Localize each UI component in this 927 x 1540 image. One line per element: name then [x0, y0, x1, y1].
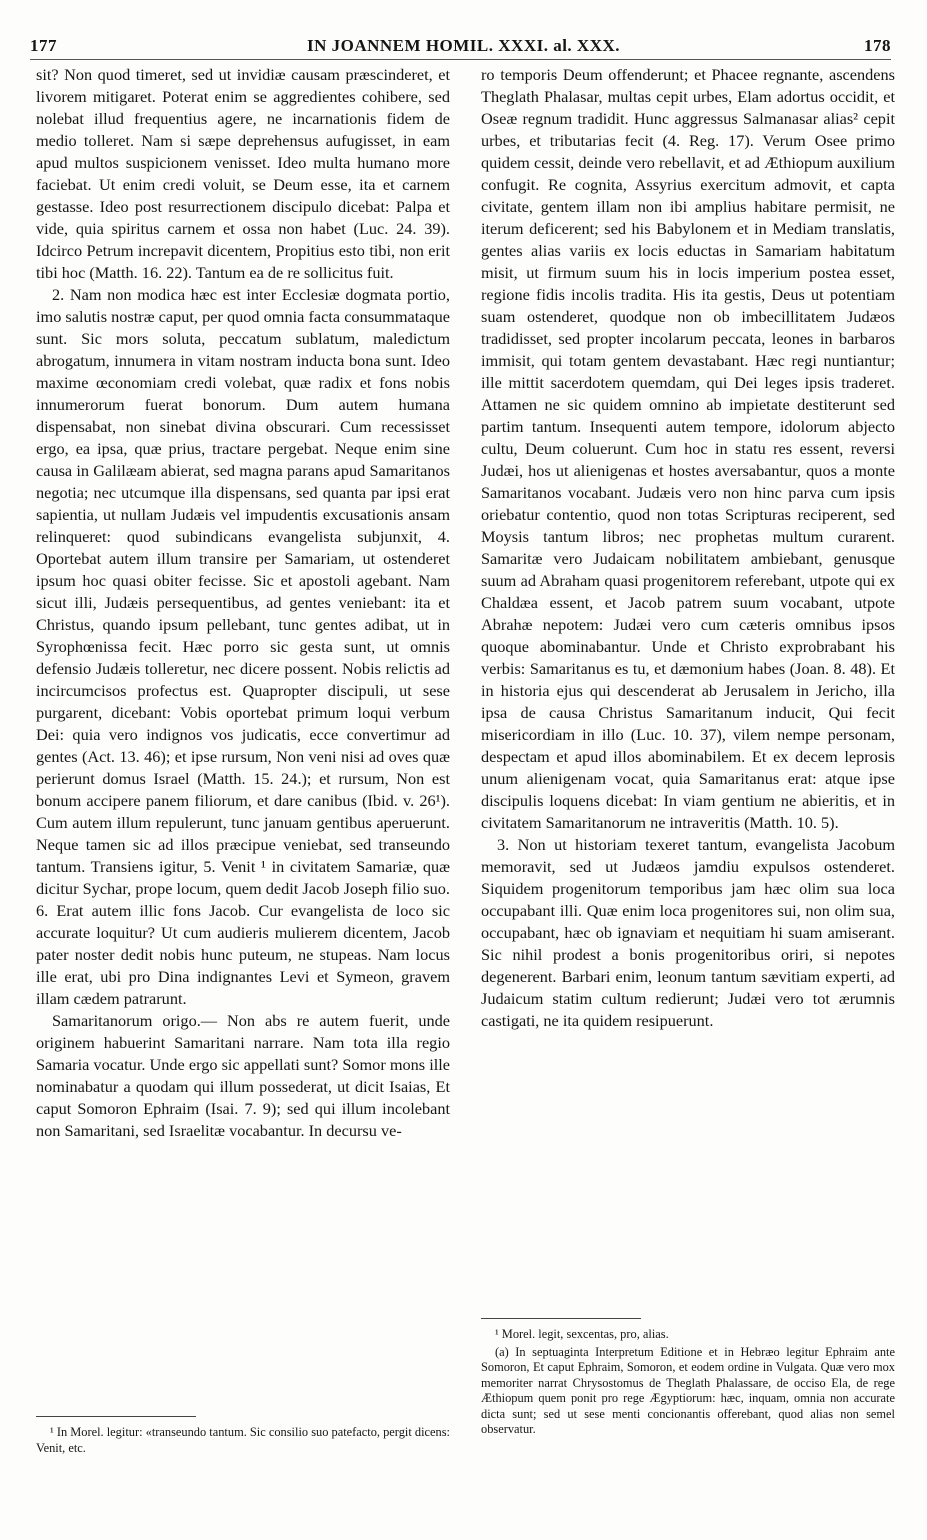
left-column — [36, 64, 450, 1142]
footnote: (a) In septuaginta Interpretum Editione et in Hebræo legitur Ephraim ante Somoron, Et caput Ephraim, Somoron, et eodem ordine in Vulgata. Quæ vero mox memoriter narrat Chrysostomus de Theglath Phalassare, de occiso Ela, de rege Æthiopum quem ponit pro rege Ægyptiorum: hæc, inquam, omnia non accurate dicta sunt; sed ut sese menti concionantis offerebant, quod alias non semel observatur. — [481, 1344, 895, 1436]
paragraph: ro temporis Deum offenderunt; et Phacee regnante, ascendens Theglath Phalasar, multas cepit urbes, Elam adortus occidit, et Oseæ regnum tradidit. Hunc aggressus Salmanasar alias² cepit urbes, et tributarias fecit (4. Reg. 17). Verum Osee primo quidem cessit, deinde vero rebellavit, et ad Æthiopum auxilium confugit. Re cognita, Assyrius exercitum admovit, et capta civitate, gentem illam non ibi amplius habitare permisit, ne iterum deficerent; sed his Babylonem et in Mediam translatis, gentes alias variis ex locis eductas in Samariam habitatum misit, ut firmum suum his in locis imperium postea esset, regione fidis incolis tradita. His ita gestis, Deus ut potentiam suam ostenderet, quodque non ob imbecillitatem Judæos tradidisset, sed propter incolarum peccata, leones in barbaros immisit, qui totam gentem devastabant. Hæc regi nuntiantur; ille mittit sacerdotem quemdam, qui Dei leges ipsis traderet. Attamen ne sic quidem omnino ab impietate destiterunt sed partim tantum. Insequenti autem tempore, idolorum abjecto cultu, Deum coluerunt. Cum hoc in statu res essent, reversi Judæi, hos ut alienigenas et hostes aversabantur, quos a monte Samaritanos vocabant. Judæis vero non hinc parva cum ipsis oriebatur contentio, quod non totas Scripturas reciperent, sed Moysis tantum libros; nec prophetas multum curarent. Samaritæ vero Judaicam nobilitatem ambiebant, genusque suum ad Abraham quasi progenitorem referebant, utpote qui ex Chaldæa essent, et Jacob patrem suum vocabant, utpote Abrahæ nepotem: Judæi vero cum cæteris omnibus ipsos quoque abominabantur. Unde et Christo exprobrabant his verbis: Samaritanus es tu, et dæmonium habes (Joan. 8. 48). Et in historia ejus qui descenderat ab Jerusalem in Jericho, illa ipsa de causa Christus Samaritanum inducit, Qui fecit misericordiam in illo (Luc. 10. 37), vilem nempe personam, despectam et apud illos abominabilem. Et ex decem leprosis unum alienigenam vocat, quia Samaritanus erat: atque ipse discipulis loquens dicebat: In viam gentium ne abieritis, et in civitatem Samaritanorum ne intraveritis (Matth. 10. 5). — [481, 65, 895, 832]
left-footnotes — [36, 1425, 450, 1458]
paragraph: sit? Non quod timeret, sed ut invidiæ causam præscinderet, et livorem mitigaret. Poterat enim se aggredientes cohibere, sed nolebat illud frequentius agere, ne incarnationis fidem de medio tolleret. Nam si sæpe deprehensus aufugisset, in eam apud multos suspicionem venisset. Ideo multa humano more faciebat. Ut enim credi voluit, se Deum esse, ita et carnem gestasse. Ideo post resurrectionem discipulo dicebat: Palpa et vide, quia spiritus carnem et ossa non habet (Luc. 24. 39). Idcirco Petrum increpavit dicentem, Propitius esto tibi, non erit tibi hoc (Matth. 16. 22). Tantum ea de re sollicitus fuit. — [36, 65, 450, 282]
header-rule — [30, 59, 891, 60]
paragraph: Samaritanorum origo.— Non abs re autem fuerit, unde originem habuerint Samaritani narrare. Nam tota illa regio Samaria vocatur. Unde ergo sic appellati sunt? Somor mons ille nominabatur a quodam qui illum possederat, ut dicit Isaias, Et caput Somoron Ephraim (Isai. 7. 9); sed qui illum incolebant non Samaritani, sed Israelitæ vocabantur. In decursu ve- — [36, 1011, 450, 1140]
paragraph: 3. Non ut historiam texeret tantum, evangelista Jacobum memoravit, sed ut Judæos jamdiu expulsos ostenderet. Siquidem progenitorum temporibus jam hæc olim sua loca occupabant illi. Quæ enim loca progenitores sui, non olim sua, occupabant, hæc ob ignaviam et nequitiam hi suam amiserant. Sic nihil prodest a bonis progenitoribus oriri, si nepotes degenerent. Barbari enim, leonum tantum sævitiam experti, ad Judaicum statim cultum redierunt; Judæi vero tot ærumnis castigati, ne ita quidem resipuerunt. — [481, 835, 895, 1030]
footnote: ¹ Morel. legit, sexcentas, pro, alias. — [495, 1327, 669, 1341]
footnote: ¹ In Morel. legitur: «transeundo tantum. Sic consilio suo patefacto, pergit dicens: Venit, etc. — [36, 1425, 450, 1455]
right-footnotes — [481, 1327, 895, 1440]
left-page-number: 177 — [30, 36, 57, 55]
footnote-rule — [36, 1416, 196, 1417]
footnote-rule — [481, 1318, 641, 1319]
right-column — [481, 64, 895, 1032]
paragraph: 2. Nam non modica hæc est inter Ecclesiæ dogmata portio, imo salutis nostræ caput, per quod omnia facta consummataque sunt. Sic mors soluta, peccatum sublatum, maledictum abrogatum, innumera in vitam nostram inducta bona sunt. Ideo maxime œconomiam credi volebat, quæ radix et fons nobis innumerorum fuerat bonorum. Dum autem humana dispensabat, non sinebat divina obscurari. Cum recessisset ergo, ea ipsa, quæ prius, tractare pergebat. Neque enim sine causa in Galilæam abierat, sed magna parans apud Samaritanos negotia; nec utcumque illa dispensans, sed quanta par ipsi erat sapientia, ut nullam Judæis vel impudentis excusationis ansam relinqueret: quod subindicans evangelista subjunxit, 4. Oportebat autem illum transire per Samariam, ut ostenderet ipsum hoc quasi obiter fecisse. Sic et apostoli agebant. Nam sicut illi, Judæis persequentibus, ad gentes veniebant: ita et Christus, quando ipsum pellebant, tunc gentes adibat, ut in Syrophœnissa fecit. Hæc porro sic gesta sunt, ut omnis defensio Judæis tolleretur, nec dicere possent. Nobis relictis ad incircumcisos profectus est. Quapropter discipuli, ut sese purgarent, dicebant: Vobis oportebat primum loqui verbum Dei: quia vero indignos vos judicatis, ecce convertimur ad gentes (Act. 13. 46); et ipse rursum, Non veni nisi ad oves quæ perierunt domus Israel (Matth. 15. 24.); et rursum, Non est bonum accipere panem filiorum, et dare canibus (Ibid. v. 26¹). Cum autem illum repulerunt, tunc januam gentibus aperuerunt. Neque tamen sic ad illos præcipue veniebat, sed transeundo tantum. Transiens igitur, 5. Venit ¹ in civitatem Samariæ, quæ dicitur Sychar, prope locum, quem dedit Jacob Joseph filio suo. 6. Erat autem illic fons Jacob. Cur evangelista de loco sic accurate loquitur? Ut cum audieris mulierem dicentem, Jacob pater noster dedit nobis hunc puteum, ne stupeas. Nam locus ille erat, ubi pro Dina indignantes Levi et Symeon, gravem illam cædem patrarunt. — [36, 285, 450, 1008]
right-page-number: 178 — [864, 36, 891, 55]
running-title: IN JOANNEM HOMIL. XXXI. al. XXX. — [306, 36, 621, 55]
